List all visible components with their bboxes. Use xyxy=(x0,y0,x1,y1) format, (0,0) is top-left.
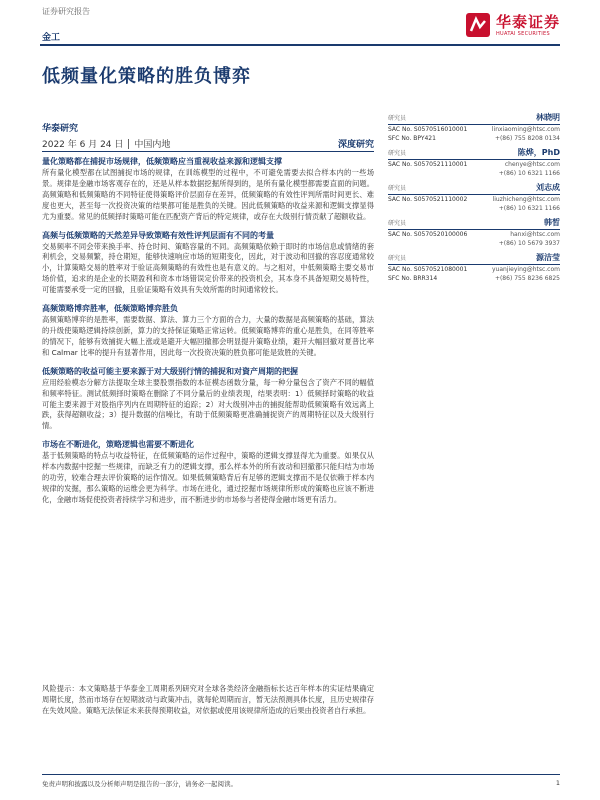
sac-number: SAC No. S0570521110001 xyxy=(388,161,468,168)
sfc-number: SFC No. BRR314 xyxy=(388,275,438,282)
analyst-card xyxy=(388,147,560,178)
huatai-logo-icon xyxy=(465,12,491,38)
page-footer xyxy=(42,774,560,788)
analyst-phone: +(86) 10 6321 1166 xyxy=(498,205,560,212)
brand-name-cn: 华泰证券 xyxy=(495,12,560,31)
section-body: 交易频率不同会带来换手率、持仓时间、策略容量的不同。高频策略依赖于即时的市场信息或情绪的套利机会，交易频繁，持仓期短，能够快速响应市场的短期变化，因此，对于波动和回撤的容忍度通常较小，计算策略交易的胜率对于验证高频策略的有效性也是有意义的。与之相对，中低频策略主要交易市场价值，追求的是企业的长期盈利和资本市场错误定价带来的投资机会，其本身不具备短期交易特性，可能需要承受一定的回撤，且验证策略有效具有失效所需的时间通常较长。 xyxy=(42,241,374,295)
report-date: 2022 年 6 月 24 日 xyxy=(42,140,124,150)
report-category-label: 证券研究报告 xyxy=(42,7,90,16)
header-divider xyxy=(40,44,560,46)
analyst-email[interactable]: linxiaoming@htsc.com xyxy=(491,126,560,133)
analyst-role: 研究员 xyxy=(388,220,407,227)
section-heading: 低频策略的收益可能主要来源于对大级别行情的捕捉和对資产周期的把握 xyxy=(42,366,298,376)
section-heading: 量化策略都在捕捉市场规律，低频策略应当重视收益来源和逻辑支撑 xyxy=(42,157,282,166)
analyst-email[interactable]: hanxi@htsc.com xyxy=(510,231,560,238)
sfc-number: SFC No. BPY421 xyxy=(388,135,436,142)
section-heading: 高频策略博弈胜率，低频策略博弈胜负 xyxy=(42,304,178,314)
analyst-phone: +(86) 755 8208 0134 xyxy=(494,135,560,142)
sac-number: SAC No. S0570520100006 xyxy=(388,231,468,238)
sector-label: 金工 xyxy=(42,33,61,43)
analyst-role: 研究员 xyxy=(388,185,407,192)
analyst-role: 研究员 xyxy=(388,150,407,157)
footer-disclaimer: 免责声明和披露以及分析师声明是报告的一部分，请务必一起阅读。 xyxy=(42,780,237,788)
analyst-card xyxy=(388,217,560,248)
analyst-role: 研究员 xyxy=(388,255,407,262)
analyst-name: 陈烨，PhD xyxy=(517,148,560,157)
section-heading: 高频与低频策略的天然差异导致策略有效性评判层面有不同的考量 xyxy=(42,230,274,240)
section-body: 应用经验模态分解方法提取全球主要股票指数的本征模态函数分量，每一种分量包含了资产不同的幅值和频率特征。测试低频择时策略在删除了不同分量后的业绩表现，结果表明：1）低频择时策略的收益可能主要来源于对股指序列内在周期特征的追踪；2）对大级别冲击的捕捉能帮助低频策略有效远离上跌，获得超额收益；3）提升数据的信噪比，有助于低频策略更准确捕捉资产的周期特征以及大级别行情。 xyxy=(42,377,374,431)
brand-logo xyxy=(465,12,560,38)
analyst-email[interactable]: yuanjieying@htsc.com xyxy=(492,266,560,273)
main-content xyxy=(42,156,374,513)
analyst-card xyxy=(388,112,560,143)
sac-number: SAC No. S0570521080001 xyxy=(388,266,468,273)
analyst-email[interactable]: liuzhicheng@htsc.com xyxy=(492,196,560,203)
analyst-role: 研究员 xyxy=(388,115,407,122)
analyst-phone: +(86) 10 6321 1166 xyxy=(498,170,560,177)
meta-separator xyxy=(128,139,129,149)
section-body: 高频策略博弈的是胜率，需要数据、算法、算力三个方面的合力，大量的数据是高频策略的基础，算法的升级使策略逻辑持续创新，算力的支持保证策略正常运转。低频策略博弈的重心是胜负，在同等胜率的情况下，能够有效捕捉大幅上涨或是避开大幅回撤都会明显提升策略业绩，避开大幅回撤对夏普比率和 Calmar 比率的提升有显著作用，因此每一次投资决策的胜负都可能是致胜的关键。 xyxy=(42,315,374,357)
analyst-card xyxy=(388,182,560,213)
analyst-phone: +(86) 10 5679 3937 xyxy=(498,240,560,247)
analyst-phone: +(86) 755 8236 6825 xyxy=(494,275,560,282)
report-title: 低频量化策略的胜负博弈 xyxy=(42,66,251,87)
section xyxy=(42,156,374,223)
meta-line xyxy=(42,137,374,150)
analyst-name: 林晓明 xyxy=(536,113,560,122)
section xyxy=(42,366,374,433)
analyst-name: 源洁莹 xyxy=(536,253,560,262)
section-body: 所有量化模型都在试图捕捉市场的规律，在训练模型的过程中，不可避免需要去拟合样本内的一些场景。规律是金融市场客观存在的，还是从样本数据挖掘所得到的，是所有量化模型都需要直面的问题。高频策略和低频策略的不同特征使得策略评价层面存在差异，低频策略的有效性评判所需时间更长、难度也更大，甚至每一次投资决策的结果都可能是胜负的关键。因此低频策略的收益来源和逻辑支撑显得尤为重要。常见的低频择时策略可能在匹配资产背后的特定规律，或存在大级别行情贡献了超额收益。 xyxy=(42,168,374,221)
analyst-email[interactable]: chenye@htsc.com xyxy=(504,161,560,168)
analyst-name: 韩晳 xyxy=(544,218,560,227)
risk-warning: 风险提示：本文策略基于华泰金工周期系列研究对全球各类经济金融指标长达百年样本的实证结果确定周期长度，然而市场存在短期波动与政策冲击，就每轮周期而言，暂无法预测具体长度，且历史规律存在失效风险。策略无法保证未来获得预期收益，对依据或使用该规律所造成的后果由投资者自行承担。 xyxy=(42,684,374,715)
section xyxy=(42,439,374,506)
report-region: 中国内地 xyxy=(134,140,171,150)
section xyxy=(42,303,374,359)
analyst-card xyxy=(388,252,560,283)
brand-name-en: HUATAI SECURITIES xyxy=(495,30,550,37)
report-kind: 深度研究 xyxy=(337,140,374,150)
section-heading: 市场在不断进化，策略逻辑也需要不断进化 xyxy=(42,440,194,450)
analyst-sidebar xyxy=(388,112,560,287)
analyst-name: 刘志成 xyxy=(536,183,560,192)
sac-number: SAC No. S0570521110002 xyxy=(388,196,468,203)
section-body: 基于低频策略的特点与收益特征，在低频策略的运作过程中，策略的逻辑支撑显得尤为重要。如果仅从样本内数据中挖掘一些规律，而缺乏有力的逻辑支撑，那么样本外的所有波动和回撤都只能归结为市场的功劳，较难合理去评价策略的运作情况。如果低频策略背后有足够的逻辑支撑而不是仅依赖于样本内规律的发掘，那么策略的运维会更为科学。市场在进化，通过挖掘市场规律所形成的策略也应该不断进化，金融市场促使投资者持续学习和进步，而不断进步的市场参与者使得金融市场更有活力。 xyxy=(42,451,374,504)
meta-divider xyxy=(42,151,374,152)
report-type: 华泰研究 xyxy=(42,124,79,134)
page-number: 1 xyxy=(555,779,560,787)
section xyxy=(42,230,374,297)
sac-number: SAC No. S0570516010001 xyxy=(388,126,468,133)
